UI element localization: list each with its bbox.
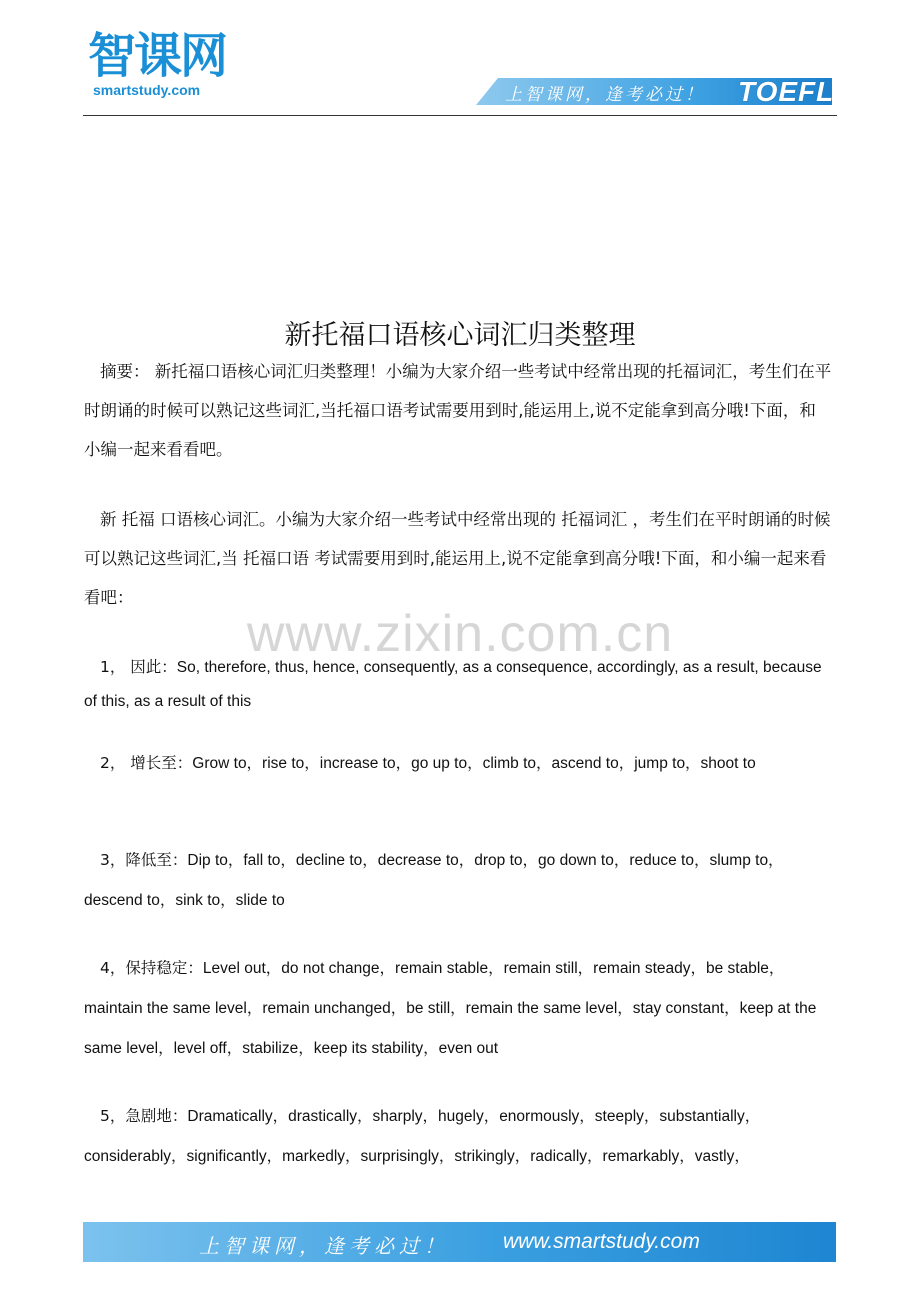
vocab-item-label: 1， 因此： [100, 658, 177, 676]
article-title: 新托福口语核心词汇归类整理 [284, 320, 636, 351]
header-divider [83, 115, 837, 116]
brand-logo: 智课网 [88, 28, 227, 84]
vocab-item-label: 3，降低至： [100, 851, 188, 869]
footer-url: www.smartstudy.com [503, 1230, 700, 1253]
exam-label: TOEFL [738, 76, 835, 107]
vocab-item-words: Level out，do not change，remain stable，remain still，remain steady，be stable，maintain the same level，remain unchanged，be still，remain the same level，stay constant，keep at the same level，level off，stabilize，keep its stability，even out [84, 960, 817, 1057]
page-header [0, 0, 920, 120]
page-footer [83, 1222, 836, 1262]
vocab-item-label: 4，保持稳定： [100, 959, 203, 977]
vocab-item [84, 746, 836, 781]
vocab-item [84, 948, 836, 1069]
header-slogan: 上智课网，逢考必过！ [505, 85, 705, 105]
vocab-item-label: 2， 增长至： [100, 754, 193, 772]
vocab-item-label: 5，急剧地： [100, 1107, 188, 1125]
vocab-item [84, 1096, 854, 1177]
vocab-item-words: Dramatically，drastically，sharply，hugely，enormously，steeply，substantially，considerably，significantly，markedly，surprisingly，strikingly，radically，remarkably，vastly， [84, 1108, 761, 1165]
vocab-item-words: Dip to，fall to，decline to，decrease to，drop to，go down to，reduce to，slump to，descend to，sink to，slide to [84, 852, 784, 909]
intro-paragraph: 新 托福 口语核心词汇。小编为大家介绍一些考试中经常出现的 托福词汇 ，考生们在平时朗诵的时候可以熟记这些词汇,当 托福口语 考试需要用到时,能运用上,说不定能拿到高分哦!下面，和小编一起来看看吧： [84, 510, 831, 607]
footer-slogan: 上智课网，逢考必过！ [199, 1234, 449, 1258]
brand-domain: smartstudy.com [93, 82, 201, 98]
abstract-paragraph: 摘要： 新托福口语核心词汇归类整理！小编为大家介绍一些考试中经常出现的托福词汇，考生们在平时朗诵的时候可以熟记这些词汇,当托福口语考试需要用到时,能运用上,说不定能拿到高分哦!下面，和小编一起来看看吧。 [84, 362, 832, 459]
watermark: www.zixin.com.cn [246, 605, 674, 663]
vocab-item-words: So, therefore, thus, hence, consequently, as a consequence, accordingly, as a result, because of this, as a result of this [84, 659, 822, 710]
vocab-item [84, 840, 836, 921]
vocab-item [84, 650, 836, 719]
vocab-item-words: Grow to，rise to，increase to，go up to，climb to，ascend to，jump to，shoot to [192, 755, 756, 772]
